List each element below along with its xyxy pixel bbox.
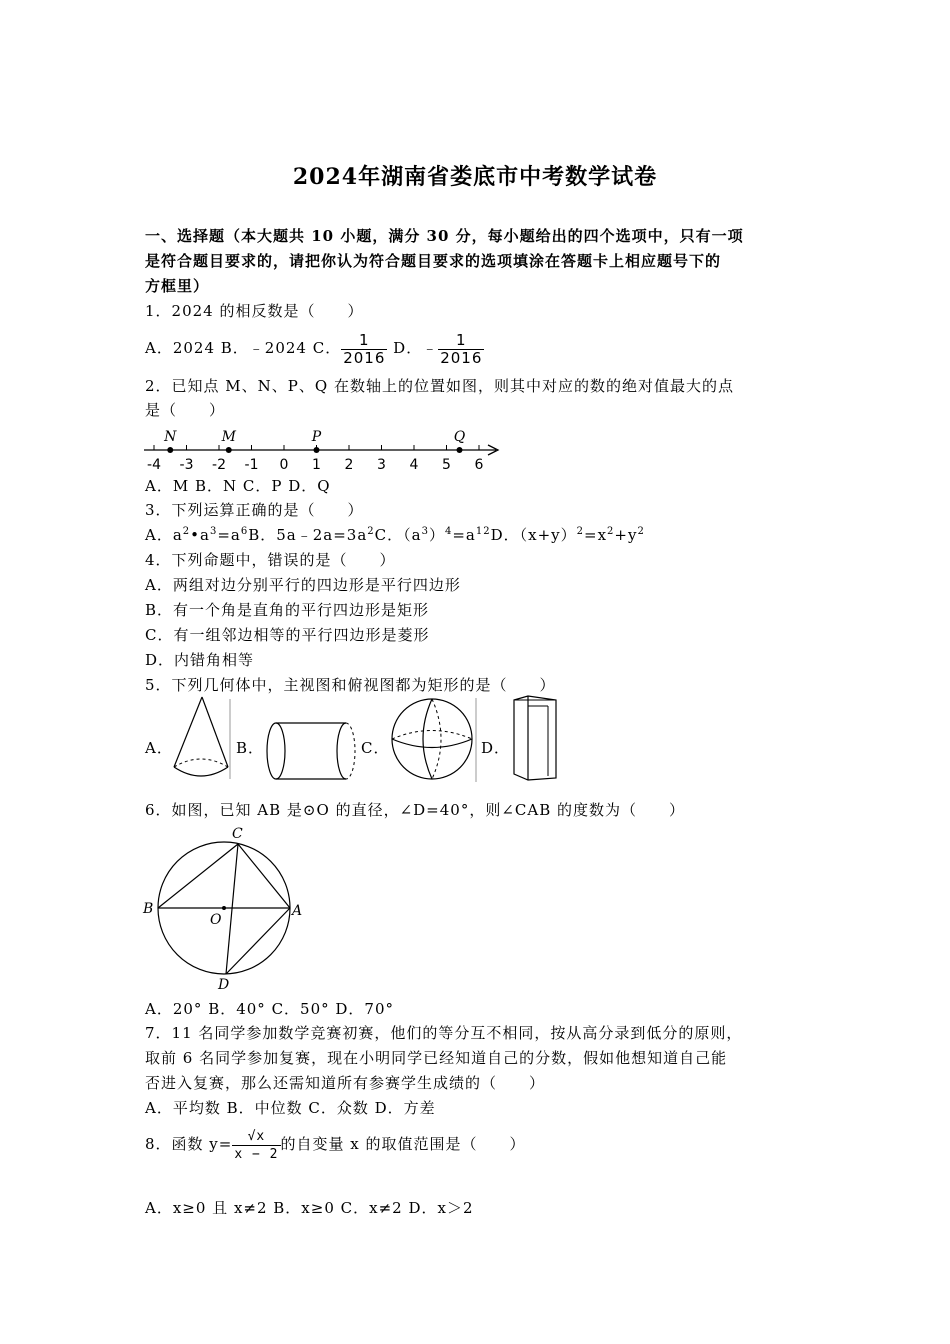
point-label-b: B: [143, 901, 154, 917]
section-heading-line-1: 一、选择题（本大题共 10 小题，满分 30 分，每小题给出的四个选项中，只有一项: [145, 227, 744, 245]
q5-label-a: A．: [145, 739, 173, 757]
point-label-a: A: [292, 903, 303, 919]
q3-a-mid2: =a: [217, 526, 241, 544]
q7-line-1: 7．11 名同学参加数学竞赛初赛，他们的等分互不相同，按从高分录到低分的原则，: [145, 1024, 743, 1042]
q8-fraction: [232, 1128, 280, 1163]
number-line-tick-label: 4: [409, 457, 419, 473]
q7-options: A．平均数 B．中位数 C．众数 D．方差: [145, 1099, 436, 1117]
q4-option-c: C．有一组邻边相等的平行四边形是菱形: [145, 626, 430, 644]
number-line-tick-label: 2: [344, 457, 354, 473]
q3-c-exp-12: 12: [475, 526, 491, 537]
q3-b-text: B．5a﹣2a=3a: [248, 526, 368, 544]
q4-stem: 4．下列命题中，错误的是（ ）: [145, 551, 396, 569]
q7-line-2: 取前 6 名同学参加复赛，现在小明同学已经知道自己的分数，假如他想知道自己能: [145, 1049, 728, 1067]
q1-stem: 1．2024 的相反数是（ ）: [145, 302, 364, 320]
number-line-tick-label: -1: [244, 457, 259, 473]
q3-c-mid: ）: [428, 526, 445, 544]
q3-options: [145, 523, 645, 547]
number-line-tick-label: -4: [147, 457, 161, 473]
q3-c-exp-3: 3: [421, 526, 429, 537]
q3-b-exp-2: 2: [367, 526, 375, 537]
point-label-o: O: [210, 912, 222, 928]
q3-c-exp-4: 4: [444, 526, 453, 537]
q2-stem-line-1: 2．已知点 M、N、P、Q 在数轴上的位置如图，则其中对应的数的绝对值最大的点: [145, 377, 734, 395]
q4-option-b: B．有一个角是直角的平行四边形是矩形: [145, 601, 430, 619]
q6-options: A．20° B．40° C．50° D．70°: [145, 1000, 395, 1018]
number-line-tick-label: -3: [179, 457, 194, 473]
q3-stem: 3．下列运算正确的是（ ）: [145, 501, 364, 519]
prism-figure: [508, 694, 566, 784]
q5-label-b: B．: [236, 739, 265, 757]
q6-stem: 6．如图，已知 AB 是⊙O 的直径，∠D=40°，则∠CAB 的度数为（ ）: [145, 801, 685, 819]
number-line-tick-label: 6: [474, 457, 484, 473]
q1-d-denominator: 2016: [440, 348, 483, 367]
q2-options: A．M B．N C．P D．Q: [145, 477, 331, 495]
number-line-point-label: Q: [453, 429, 466, 445]
q3-d-mid: =x: [584, 526, 608, 544]
q4-option-a: A．两组对边分别平行的四边形是平行四边形: [145, 576, 461, 594]
section-heading-line-3: 方框里）: [145, 277, 210, 295]
q3-d-text: D．（x+y）: [490, 526, 577, 544]
q3-a-prefix: A．a: [145, 526, 183, 544]
q8-denominator: x − 2: [234, 1146, 279, 1162]
sphere-figure: [388, 694, 478, 784]
cone-figure: [170, 693, 232, 783]
number-line-tick-label: 5: [442, 457, 451, 473]
q5-label-d: D．: [481, 739, 511, 757]
number-line-figure: [140, 424, 510, 474]
q5-label-c: C．: [361, 739, 390, 757]
q4-option-d: D．内错角相等: [145, 651, 255, 669]
cylinder-figure: [262, 718, 358, 784]
q8-suffix: 的自变量 x 的取值范围是（ ）: [280, 1135, 526, 1153]
q8-options: A．x≥0 且 x≠2 B．x≥0 C．x≠2 D．x＞2: [145, 1199, 474, 1217]
number-line-point: [457, 447, 463, 453]
q1-option-d: D．﹣: [387, 339, 439, 357]
q8-prefix: 8．函数 y=: [145, 1135, 233, 1153]
q3-a-exp-3: 3: [209, 526, 218, 537]
section-heading-line-2: 是符合题目要求的，请把你认为符合题目要求的选项填涂在答题卡上相应题号下的: [145, 252, 722, 270]
q3-d-exp-2c: 2: [637, 526, 645, 537]
q1-fraction-c: [341, 332, 387, 367]
circle-geometry-figure: [140, 824, 310, 994]
q3-d-exp-2a: 2: [576, 526, 584, 537]
number-line-tick-label: 1: [312, 457, 321, 473]
number-line-tick-label: -2: [212, 457, 226, 473]
number-line-point-label: P: [311, 429, 322, 445]
number-line-tick-label: 0: [279, 457, 289, 473]
q5-stem: 5．下列几何体中，主视图和俯视图都为矩形的是（ ）: [145, 676, 556, 694]
q8-numerator: √x: [247, 1128, 266, 1144]
q7-line-3: 否进入复赛，那么还需知道所有参赛学生成绩的（ ）: [145, 1074, 546, 1092]
q8-stem: [145, 1122, 526, 1166]
q1-c-denominator: 2016: [343, 348, 386, 367]
q3-a-mid1: •a: [190, 526, 210, 544]
q1-c-numerator: 1: [359, 330, 370, 349]
number-line-point: [226, 447, 232, 453]
q3-a-exp-6: 6: [240, 526, 249, 537]
point-label-d: D: [218, 977, 230, 993]
number-line-tick-label: 3: [377, 457, 386, 473]
q2-stem-line-2: 是（ ）: [145, 401, 226, 419]
q3-c-text: C．（a: [374, 526, 422, 544]
number-line-point-label: M: [221, 429, 236, 445]
q3-a-exp-2: 2: [182, 526, 191, 537]
point-label-c: C: [232, 826, 243, 842]
page-title: 2024年湖南省娄底市中考数学试卷: [292, 164, 658, 190]
q3-c-end: =a: [452, 526, 476, 544]
q1-fraction-d: [438, 332, 484, 367]
q3-d-end: +y: [614, 526, 638, 544]
number-line-point-label: N: [164, 429, 177, 445]
q3-d-exp-2b: 2: [607, 526, 615, 537]
number-line-point: [167, 447, 173, 453]
q1-d-numerator: 1: [456, 330, 467, 349]
q1-options: [145, 330, 484, 367]
q1-option-ab: A．2024 B．﹣2024 C．: [145, 339, 342, 357]
number-line-point: [314, 447, 320, 453]
